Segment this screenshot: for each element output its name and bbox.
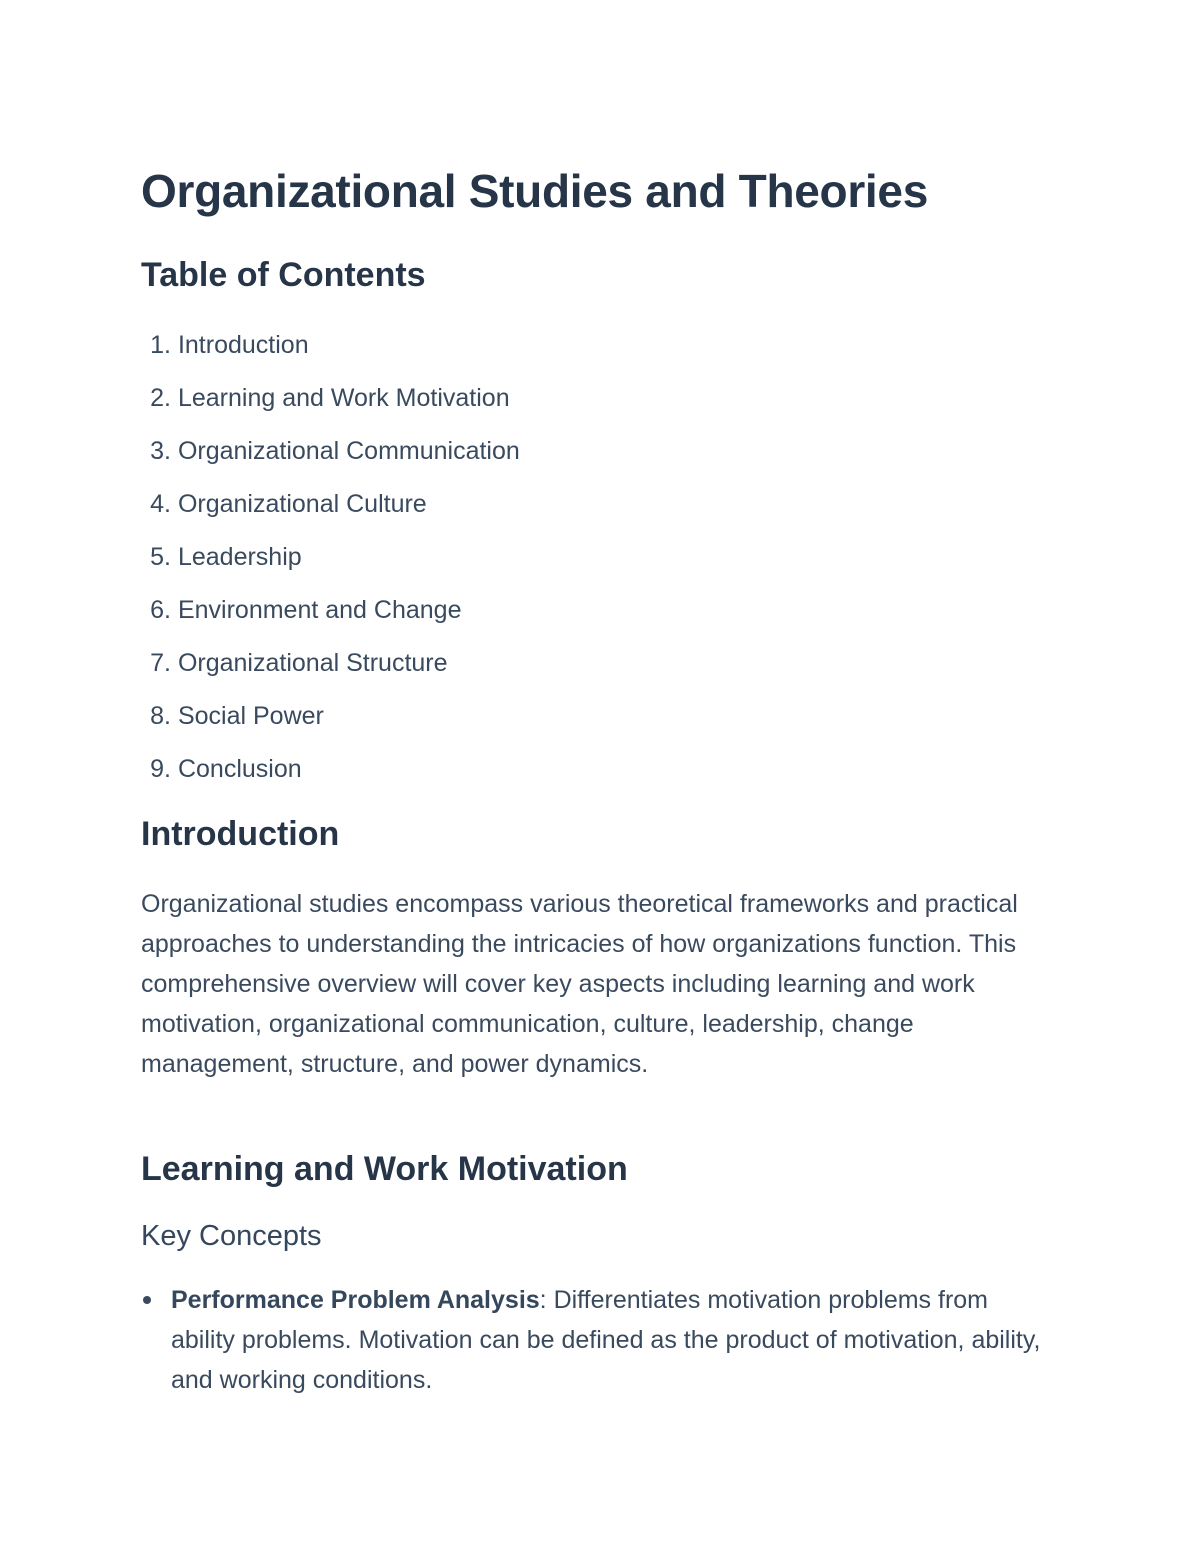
toc-item-number: 8. bbox=[150, 702, 171, 730]
toc-item-label: Conclusion bbox=[177, 755, 302, 783]
concept-term: Performance Problem Analysis bbox=[171, 1286, 540, 1314]
toc-item-conclusion bbox=[141, 750, 520, 803]
toc-item-organizational-structure bbox=[141, 644, 520, 697]
toc-item-label: Organizational Structure bbox=[177, 649, 448, 677]
toc-item-number: 4. bbox=[150, 490, 171, 518]
key-concepts-subheading: Key Concepts bbox=[141, 1220, 322, 1252]
toc-item-number: 6. bbox=[150, 596, 171, 624]
key-concepts-list bbox=[141, 1280, 1041, 1400]
toc-item-number: 3. bbox=[150, 437, 171, 465]
toc-item-number: 1. bbox=[150, 331, 171, 359]
toc-item-leadership bbox=[141, 538, 520, 591]
toc-item-label: Introduction bbox=[177, 331, 309, 359]
toc-item-number: 2. bbox=[150, 384, 171, 412]
toc-item-number: 9. bbox=[150, 755, 171, 783]
document-title: Organizational Studies and Theories bbox=[141, 165, 928, 217]
toc-item-organizational-culture bbox=[141, 485, 520, 538]
toc-item-number: 7. bbox=[150, 649, 171, 677]
introduction-heading: Introduction bbox=[141, 815, 340, 853]
toc-item-label: Learning and Work Motivation bbox=[177, 384, 510, 412]
bullet-icon bbox=[143, 1296, 151, 1304]
toc-item-introduction bbox=[141, 326, 520, 379]
toc-item-organizational-communication bbox=[141, 432, 520, 485]
toc-item-label: Organizational Culture bbox=[177, 490, 427, 518]
toc-item-social-power bbox=[141, 697, 520, 750]
toc-item-learning-and-work-motivation bbox=[141, 379, 520, 432]
toc-item-label: Environment and Change bbox=[177, 596, 462, 624]
toc-item-label: Social Power bbox=[177, 702, 324, 730]
toc-item-label: Organizational Communication bbox=[177, 437, 520, 465]
learning-motivation-heading: Learning and Work Motivation bbox=[141, 1150, 628, 1188]
list-item bbox=[141, 1280, 1041, 1400]
toc-item-number: 5. bbox=[150, 543, 171, 571]
concept-description: : Differentiates motivation problems from ability problems. Motivation can be defined as the product of motivation, ability, and working conditions. bbox=[171, 1286, 1041, 1394]
table-of-contents bbox=[141, 326, 520, 803]
toc-item-label: Leadership bbox=[177, 543, 302, 571]
toc-item-environment-and-change bbox=[141, 591, 520, 644]
toc-heading: Table of Contents bbox=[141, 256, 426, 294]
introduction-paragraph: Organizational studies encompass various theoretical frameworks and practical approaches to understanding the intricacies of how organizations function. This comprehensive overview will cover key aspects including learning and work motivation, organizational communication, culture, leadership, change management, structure, and power dynamics. bbox=[141, 890, 1018, 1078]
